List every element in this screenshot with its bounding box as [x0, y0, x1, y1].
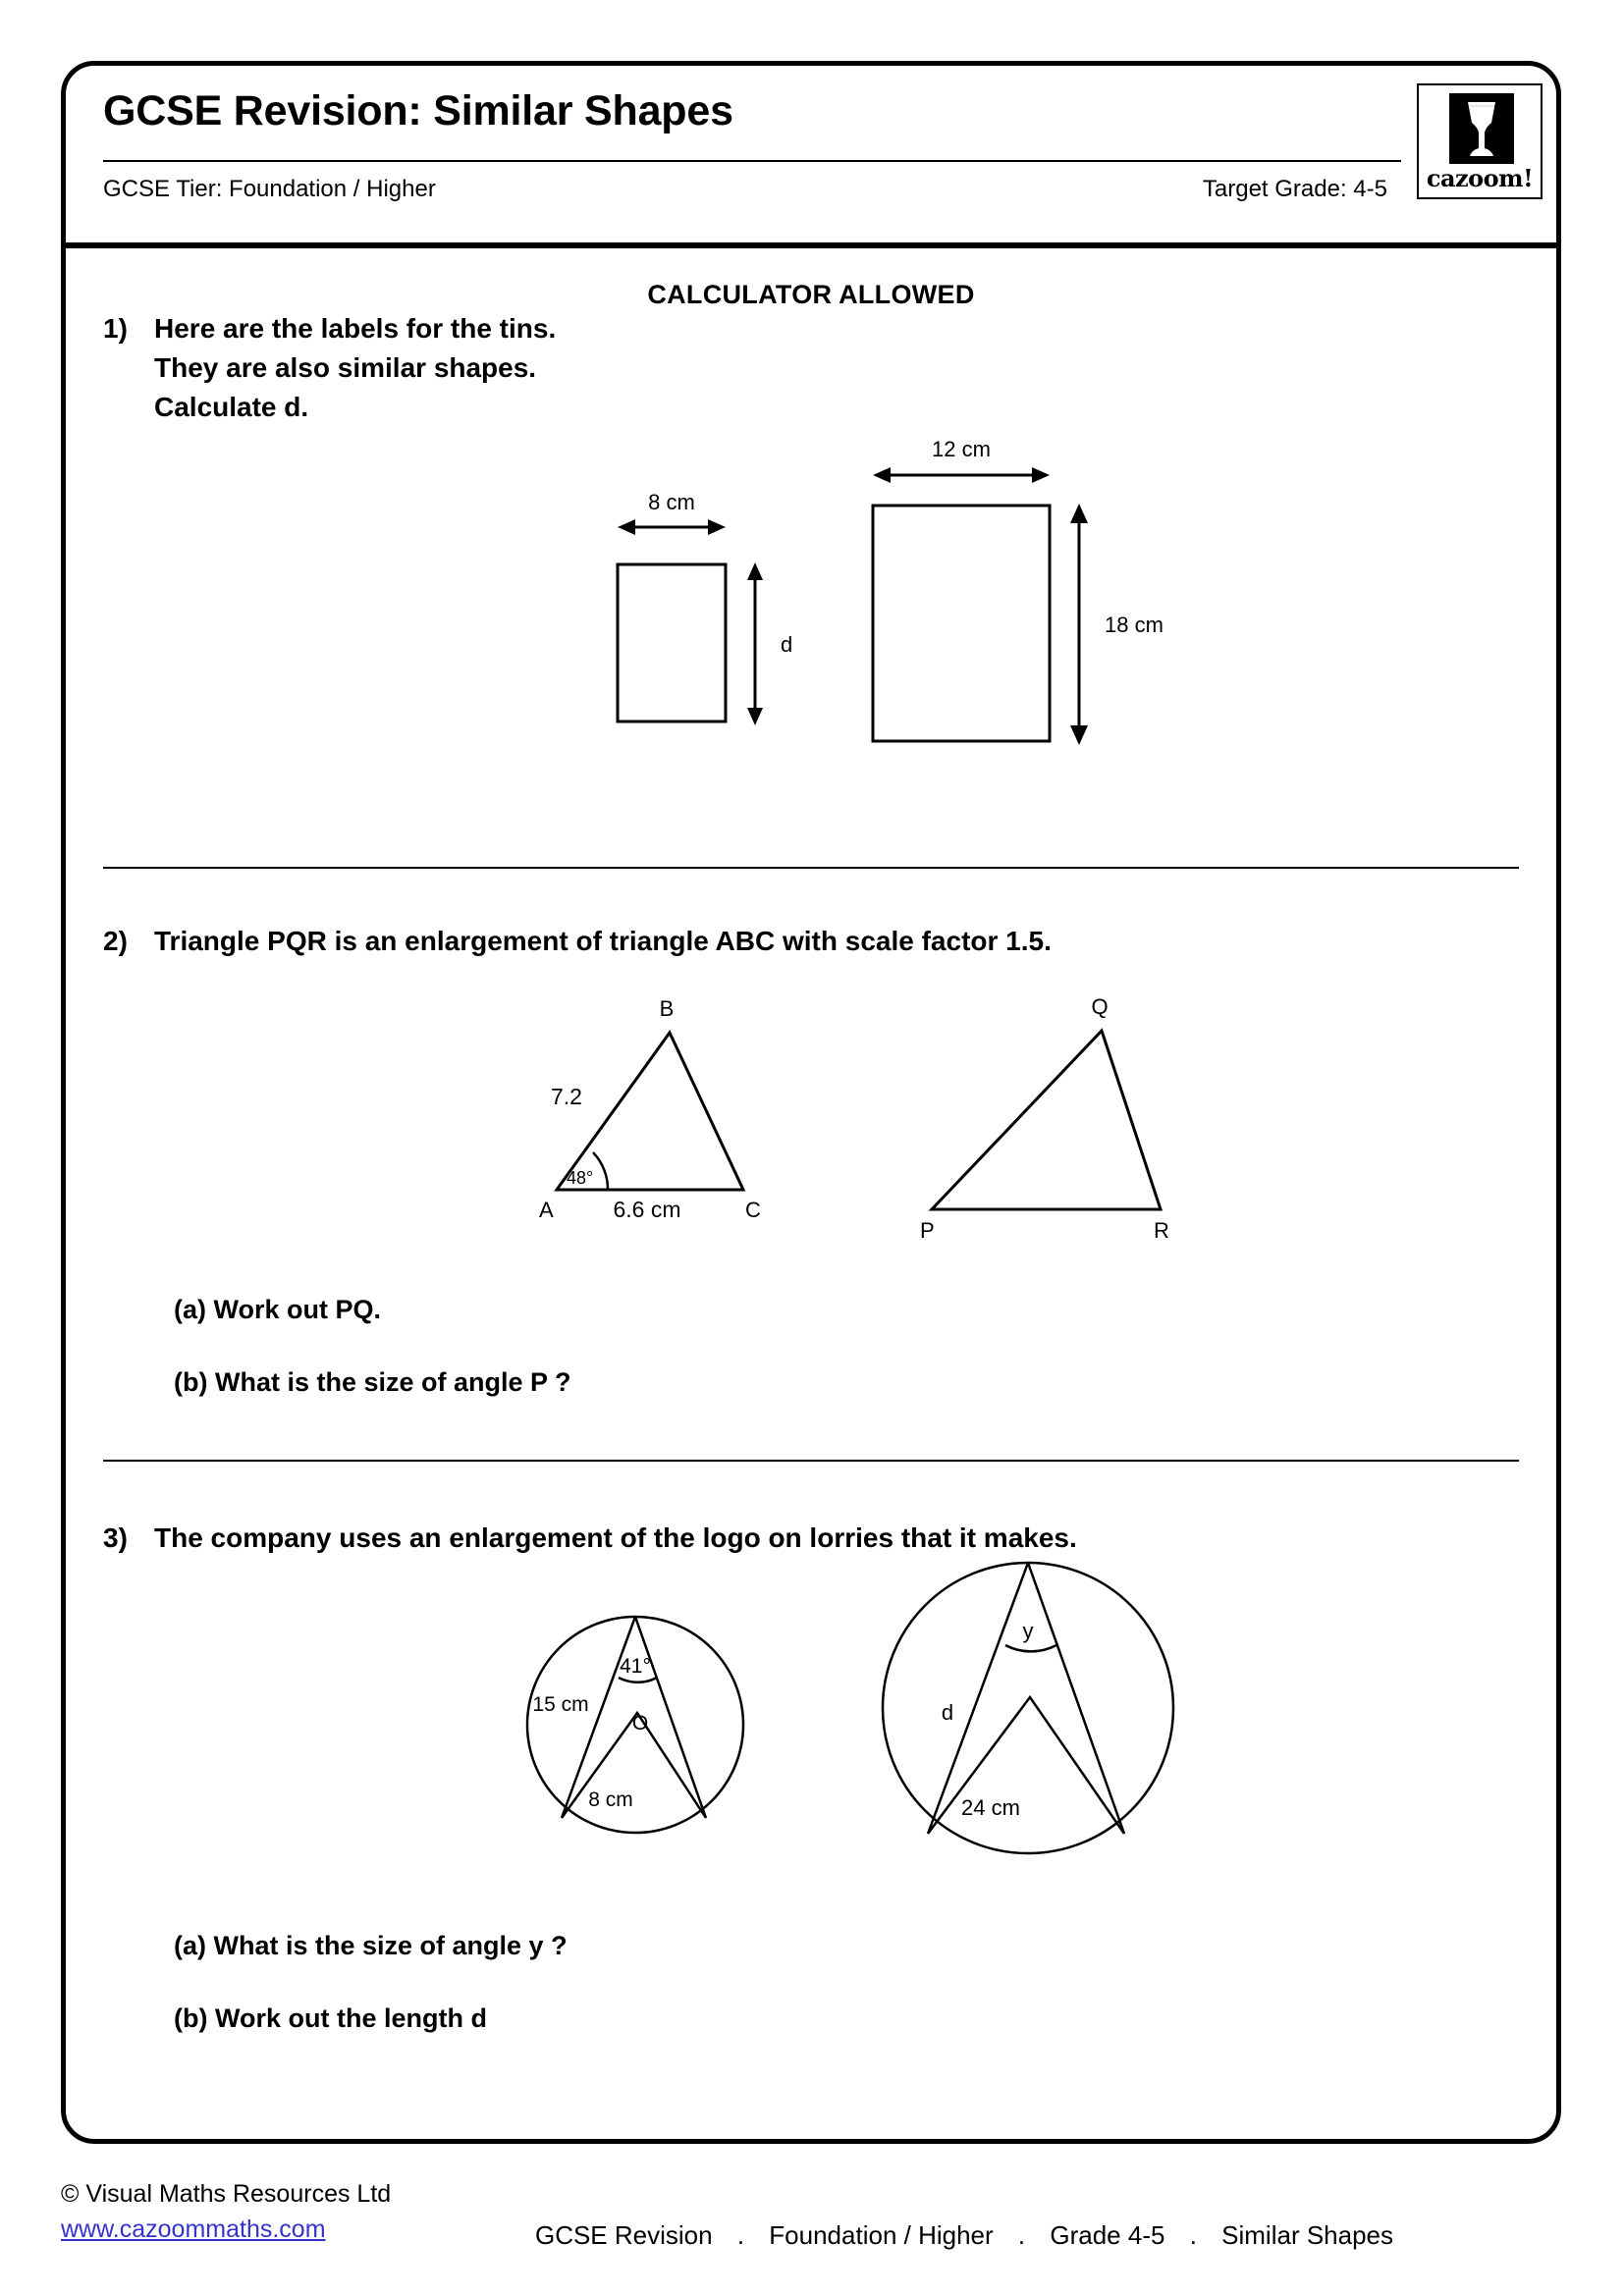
header-divider [65, 242, 1557, 248]
side-ac-label: 6.6 cm [613, 1197, 681, 1222]
breadcrumb-item-2: Foundation / Higher [769, 2220, 994, 2250]
large-radius-label: d [941, 1700, 954, 1725]
side-ab-label: 7.2 [551, 1084, 582, 1109]
cazoom-wordmark: cazoom! [1426, 164, 1534, 192]
angle-a-label: 48° [567, 1168, 594, 1188]
tier-label: GCSE Tier: Foundation / Higher [103, 176, 436, 202]
breadcrumb-item-4: Similar Shapes [1221, 2220, 1394, 2250]
vertex-label-b: B [659, 996, 675, 1021]
question-1-number: 1) [103, 313, 128, 344]
large-logo-circle [883, 1563, 1173, 1853]
small-rectangle [618, 564, 726, 721]
small-height-label: d [781, 632, 793, 657]
figure-logo-large [841, 1543, 1215, 1877]
small-width-dimension [618, 519, 726, 535]
question-2-line-1: Triangle PQR is an enlargement of triangle ABC with scale factor 1.5. [154, 926, 1052, 956]
goblet-icon [1449, 93, 1514, 164]
small-angle-label: 41° [620, 1655, 651, 1678]
question-3-number: 3) [103, 1522, 128, 1553]
breadcrumb-separator-1: . [736, 2220, 745, 2250]
vertex-label-r: R [1154, 1218, 1169, 1243]
large-height-label: 18 cm [1105, 613, 1164, 637]
triangle-abc-outline [557, 1033, 743, 1190]
target-grade-label: Target Grade: 4-5 [1202, 176, 1387, 202]
large-inner-label: 24 cm [961, 1795, 1020, 1820]
large-width-label: 12 cm [932, 437, 991, 461]
breadcrumb-separator-2: . [1017, 2220, 1026, 2250]
figure-similar-rectangles [537, 437, 1283, 773]
page-title: GCSE Revision: Similar Shapes [103, 87, 733, 134]
large-width-dimension [873, 467, 1050, 483]
triangle-pqr-outline [932, 1031, 1161, 1209]
cazoom-website-link[interactable]: www.cazoommaths.com [61, 2215, 326, 2243]
vertex-label-q: Q [1091, 994, 1109, 1019]
vertex-label-c: C [745, 1198, 761, 1222]
large-rectangle [873, 506, 1050, 741]
breadcrumb-item-3: Grade 4-5 [1050, 2220, 1165, 2250]
small-width-label: 8 cm [648, 490, 695, 514]
title-underline [103, 160, 1401, 162]
breadcrumb-item-1: GCSE Revision [534, 2220, 713, 2250]
figure-triangle-pqr [891, 969, 1205, 1244]
question-2-number: 2) [103, 926, 128, 956]
large-height-dimension [1070, 504, 1088, 745]
small-inner-label: 8 cm [588, 1789, 633, 1811]
angle-a-arc [593, 1152, 608, 1190]
question-3-line-1: The company uses an enlargement of the logo on lorries that it makes. [154, 1522, 1077, 1553]
breadcrumb-separator-3: . [1189, 2220, 1197, 2250]
calculator-note: CALCULATOR ALLOWED [647, 280, 975, 309]
vertex-label-p: P [920, 1218, 935, 1243]
copyright-text: © Visual Maths Resources Ltd [61, 2180, 392, 2208]
worksheet-frame [61, 61, 1561, 2144]
small-height-dimension [747, 562, 763, 725]
cazoom-logo [1417, 83, 1543, 199]
small-centre-label: O [631, 1712, 649, 1735]
small-radius-label: 15 cm [532, 1693, 589, 1716]
section-divider-1 [103, 867, 1519, 869]
question-2-part-a: (a) Work out PQ. [174, 1295, 382, 1324]
worksheet-header [66, 66, 1556, 242]
question-1-line-1: Here are the labels for the tins. [154, 313, 557, 344]
section-divider-2 [103, 1460, 1519, 1462]
question-3-part-b: (b) Work out the length d [174, 2003, 487, 2033]
large-logo-chevron [928, 1563, 1124, 1834]
large-angle-label: y [1022, 1619, 1034, 1643]
figure-logo-small [488, 1582, 783, 1867]
figure-triangle-abc [498, 979, 792, 1224]
large-angle-arc [1005, 1645, 1056, 1651]
question-1-line-3: Calculate d. [154, 392, 309, 422]
footer-breadcrumb [0, 2220, 1624, 2251]
question-3-part-a: (a) What is the size of angle y ? [174, 1931, 568, 1960]
question-2-part-b: (b) What is the size of angle P ? [174, 1367, 571, 1397]
small-angle-arc [619, 1678, 657, 1682]
vertex-label-a: A [539, 1198, 554, 1222]
question-1-line-2: They are also similar shapes. [154, 352, 537, 383]
